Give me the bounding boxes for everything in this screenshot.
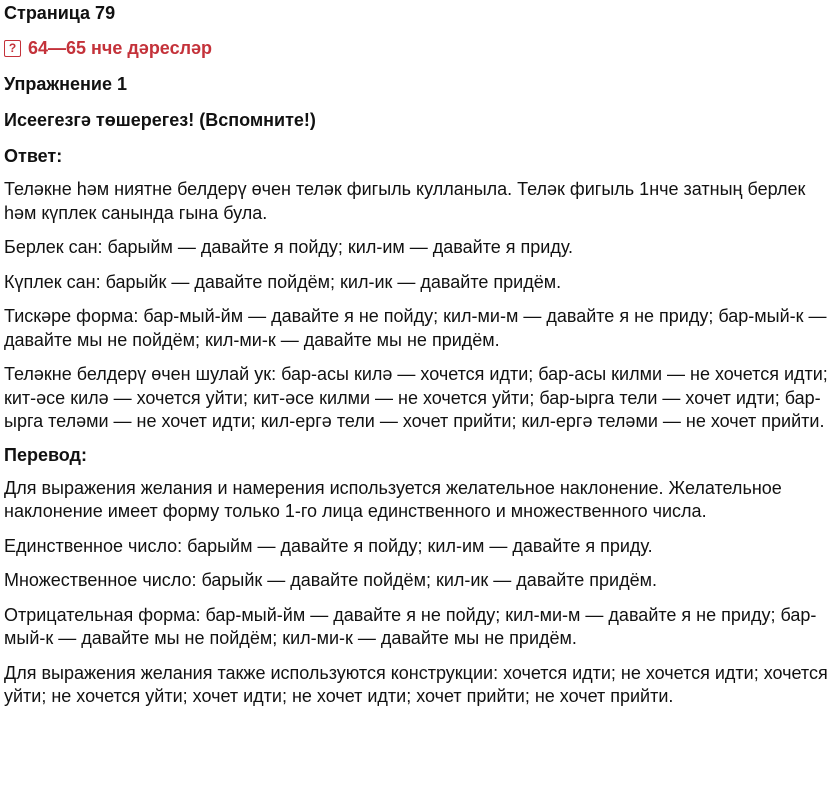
answer-heading: Ответ: xyxy=(4,146,63,166)
translation-paragraph: Отрицательная форма: бар-мый-йм — давайте я не пойду; кил-ми-м — давайте я не приду; бар-мый-к — давайте мы не пойдём; кил-ми-к — давайте мы не придём. xyxy=(4,604,817,648)
translation-paragraph: Для выражения желания также используются конструкции: хочется идти; не хочется идти; хочется уйти; не хочется уйти; хочет идти; не хочет идти; хочет прийти; не хочет прийти. xyxy=(4,662,828,706)
exercise-instruction: Исеегезгә төшерегез! (Вспомните!) xyxy=(4,110,316,130)
answer-paragraph: Берлек сан: барыйм — давайте я пойду; кил-им — давайте я приду. xyxy=(4,237,574,257)
question-box-icon: ? xyxy=(4,40,21,57)
translation-paragraph: Единственное число: барыйм — давайте я пойду; кил-им — давайте я приду. xyxy=(4,535,653,556)
answer-paragraph: Күплек сан: барыйк — давайте пойдём; кил-ик — давайте придём. xyxy=(4,271,562,292)
translation-paragraph: Множественное число: барыйк — давайте пойдём; кил-ик — давайте придём. xyxy=(4,570,658,590)
answer-paragraph: Тискәре форма: бар-мый-йм — давайте я не пойду; кил-ми-м — давайте я не приду; бар-мый-к — давайте мы не пойдём; кил-ми-к — давайте мы не придём. xyxy=(4,306,827,350)
exercise-title: Упражнение 1 xyxy=(4,74,127,94)
lesson-link[interactable] xyxy=(4,37,839,59)
answer-paragraph: Теләкне һәм ниятне белдерү өчен теләк фигыль кулланыла. Теләк фигыль 1нче затның берлек һәм күплек санында гына була. xyxy=(4,179,806,223)
lesson-link-label: 64—65 нче дәресләр xyxy=(28,38,213,58)
translation-paragraph: Для выражения желания и намерения используется желательное наклонение. Желательное наклонение имеет форму только 1-го лица единственного и множественного числа. xyxy=(4,477,782,521)
answer-paragraph: Теләкне белдерү өчен шулай ук: бар-асы килә — хочется идти; бар-асы килми — не хочется идти; кит-әсе килә — хочется уйти; кит-әсе килми — не хочется уйти; бар-ырга тели — хочет идти; бар-ырга теләми — не хочет идти; кил-ергә тели — хочет прийти; кил-ергә теләми — не хочет прийти. xyxy=(4,364,828,431)
page-content xyxy=(0,2,839,709)
page-title: Страница 79 xyxy=(4,3,116,23)
translation-heading: Перевод: xyxy=(4,444,87,465)
